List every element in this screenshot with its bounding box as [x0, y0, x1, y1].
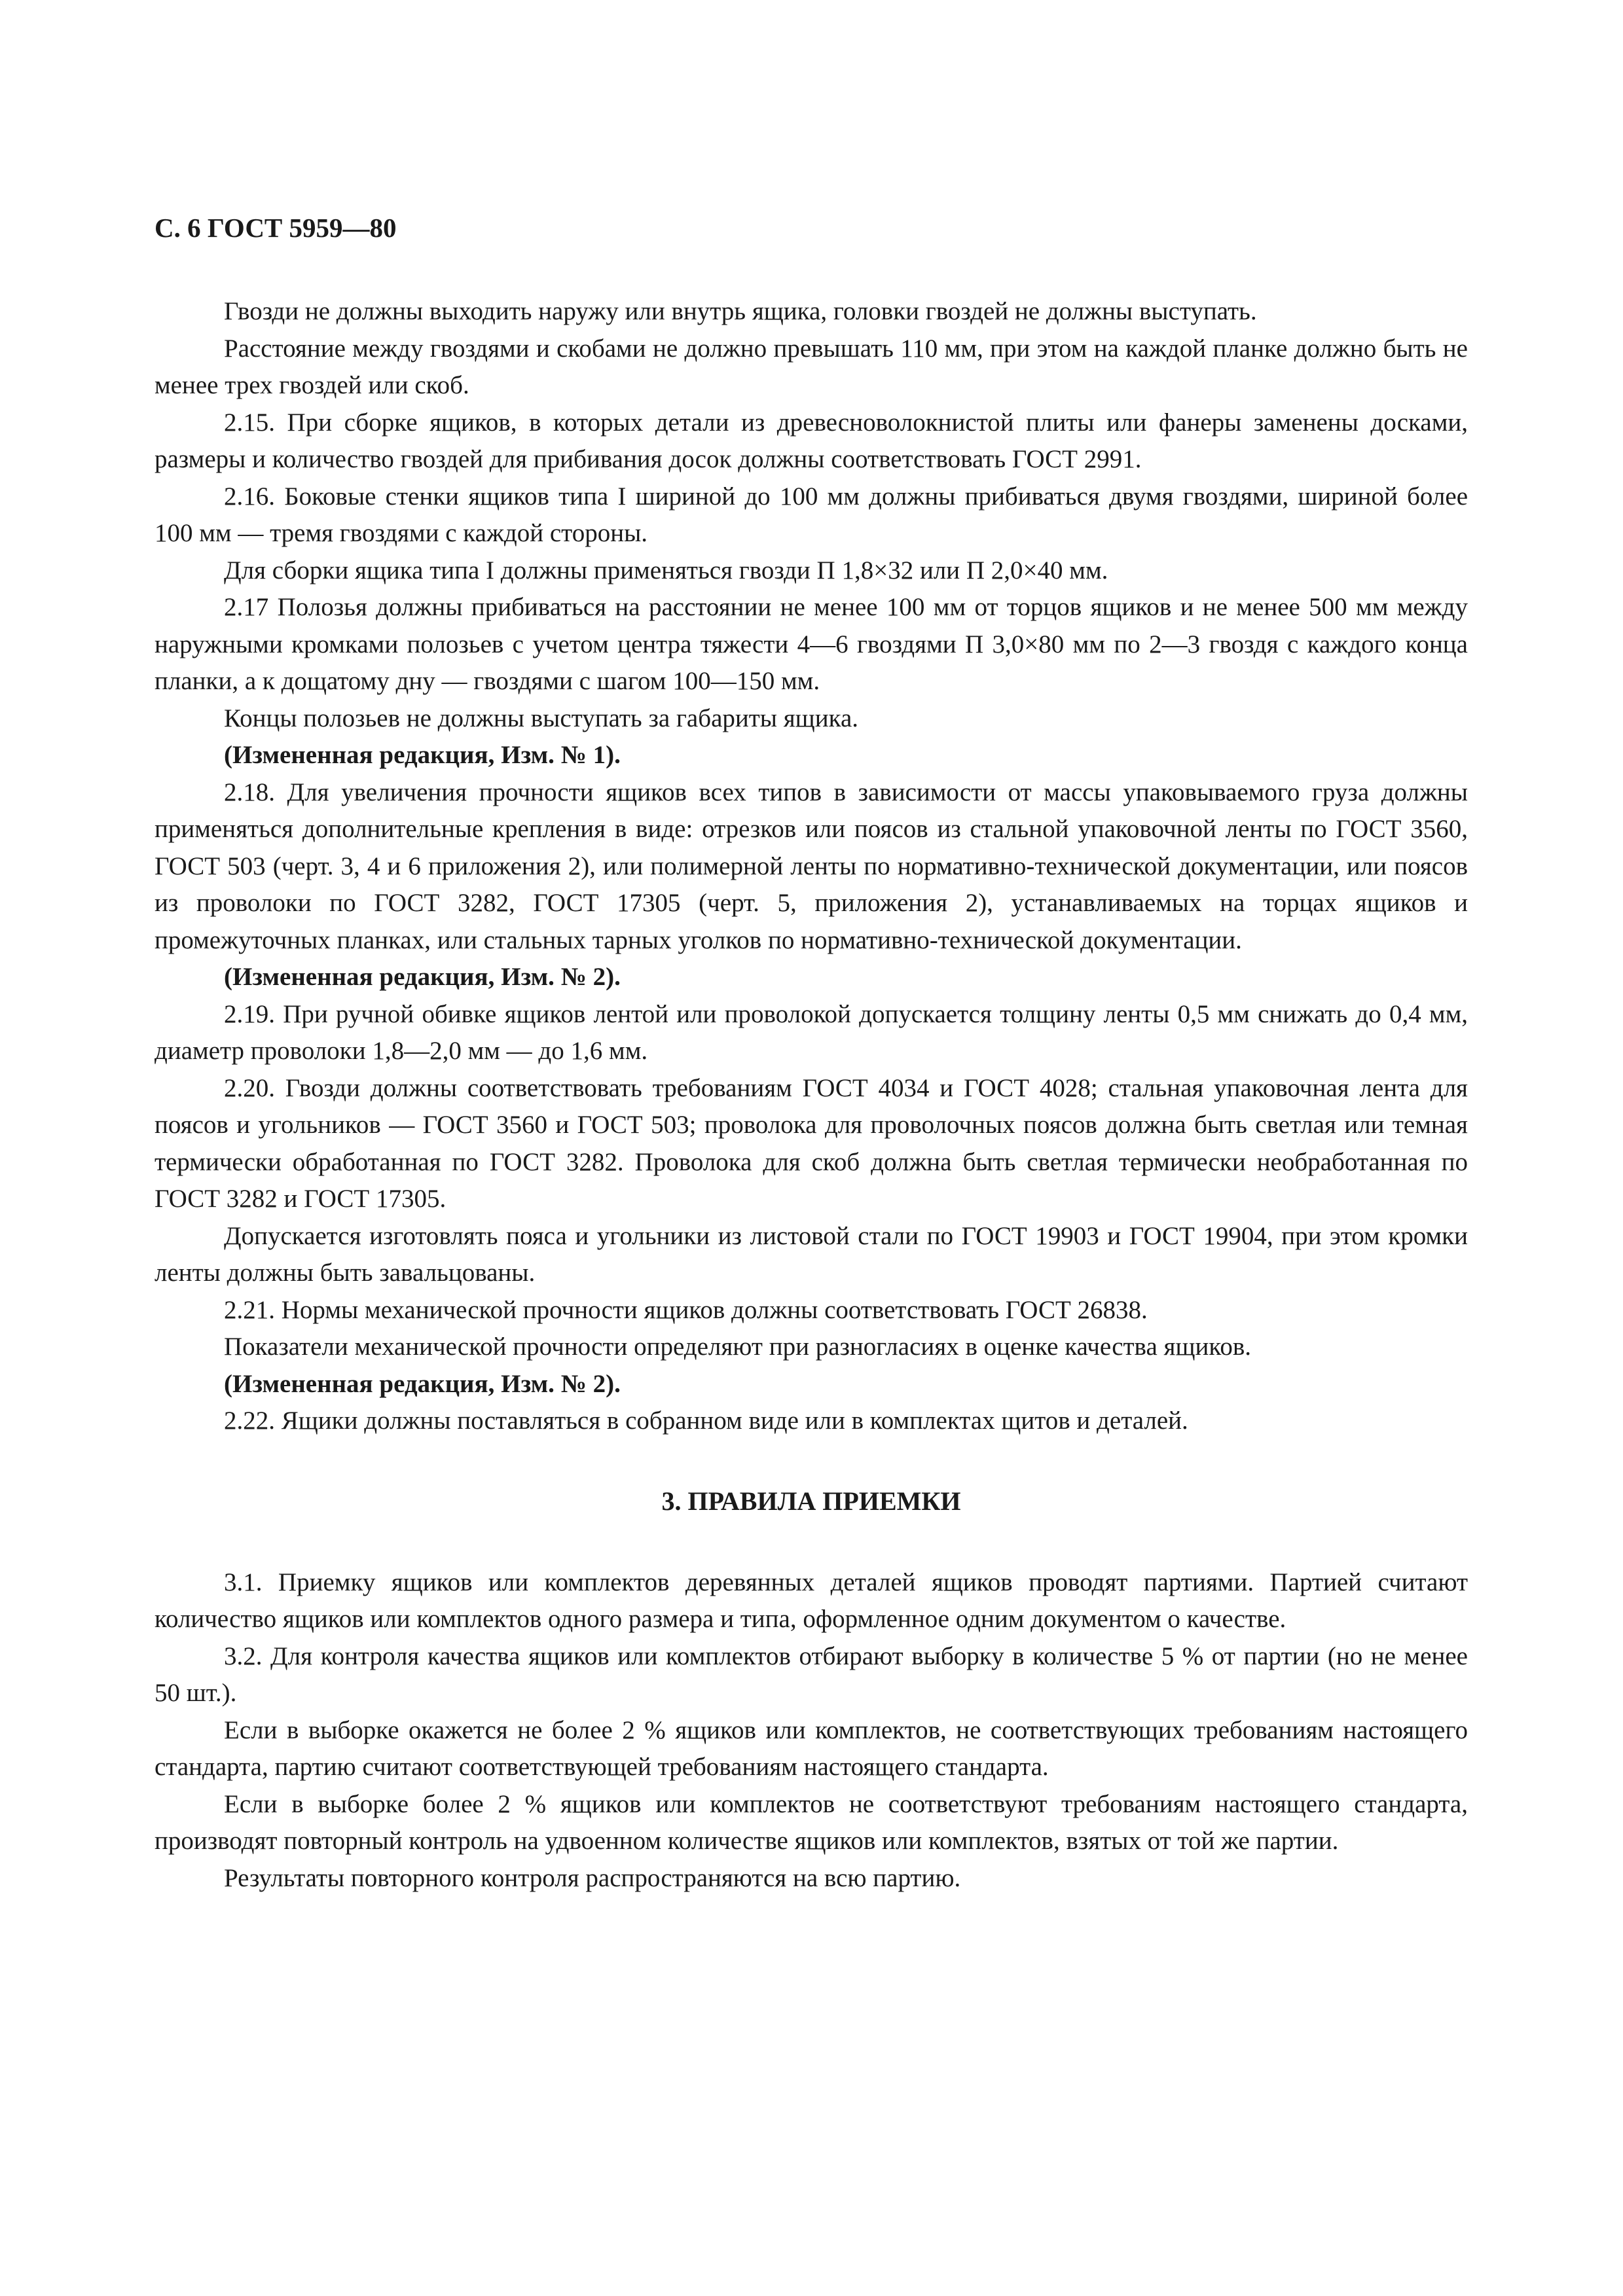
paragraph: 3.2. Для контроля качества ящиков или комплектов отбирают выборку в количестве 5 % от партии (но не менее 50 шт.).	[155, 1641, 1468, 1707]
section-3-body	[155, 1564, 1468, 1897]
paragraph: Если в выборке окажется не более 2 % ящиков или комплектов, не соответствующих требованиям настоящего стандарта, партию считают соответствующей требованиям настоящего стандарта.	[155, 1715, 1468, 1781]
paragraph: 2.17 Полозья должны прибиваться на расстоянии не менее 100 мм от торцов ящиков и не менее 500 мм между наружными кромками полозьев с учетом центра тяжести 4—6 гвоздями П 3,0×80 мм по 2—3 гвоздя с каждого конца планки, а к дощатому дну — гвоздями с шагом 100—150 мм.	[155, 593, 1468, 695]
paragraph: Концы полозьев не должны выступать за габариты ящика.	[224, 704, 859, 732]
paragraph: Результаты повторного контроля распространяются на всю партию.	[224, 1863, 961, 1892]
amendment-note: (Измененная редакция, Изм. № 2).	[224, 963, 621, 991]
paragraph: 2.22. Ящики должны поставляться в собранном виде или в комплектах щитов и деталей.	[224, 1407, 1188, 1435]
paragraph: 2.15. При сборке ящиков, в которых детали из древесноволокнистой плиты или фанеры заменены досками, размеры и количество гвоздей для прибивания досок должны соответствовать ГОСТ 2991.	[155, 408, 1468, 473]
section-2-body	[155, 293, 1468, 1440]
paragraph: 3.1. Приемку ящиков или комплектов деревянных деталей ящиков проводят партиями. Партией считают количество ящиков или комплектов одного размера и типа, оформленное одним документом о качестве.	[155, 1568, 1468, 1633]
paragraph: Для сборки ящика типа I должны применяться гвозди П 1,8×32 или П 2,0×40 мм.	[224, 556, 1108, 584]
paragraph: 2.16. Боковые стенки ящиков типа I шириной до 100 мм должны прибиваться двумя гвоздями, шириной более 100 мм — тремя гвоздями с каждой стороны.	[155, 482, 1468, 547]
page-header: С. 6 ГОСТ 5959—80	[155, 213, 397, 243]
paragraph: Допускается изготовлять пояса и угольники из листовой стали по ГОСТ 19903 и ГОСТ 19904, при этом кромки ленты должны быть завальцованы.	[155, 1221, 1468, 1287]
paragraph: Если в выборке более 2 % ящиков или комплектов не соответствуют требованиям настоящего стандарта, производят повторный контроль на удвоенном количестве ящиков или комплектов, взятых от той же партии.	[155, 1789, 1468, 1855]
section-3-title: 3. ПРАВИЛА ПРИЕМКИ	[661, 1486, 961, 1516]
paragraph: Расстояние между гвоздями и скобами не должно превышать 110 мм, при этом на каждой планке должно быть не менее трех гвоздей или скоб.	[155, 334, 1468, 399]
paragraph: 2.21. Нормы механической прочности ящиков должны соответствовать ГОСТ 26838.	[224, 1295, 1148, 1324]
amendment-note: (Измененная редакция, Изм. № 2).	[224, 1369, 621, 1398]
paragraph: 2.20. Гвозди должны соответствовать требованиям ГОСТ 4034 и ГОСТ 4028; стальная упаковочная лента для поясов и угольников — ГОСТ 3560 и ГОСТ 503; проволока для проволочных поясов должна быть светлая или темная термически обработанная по ГОСТ 3282. Проволока для скоб должна быть светлая термически необработанная по ГОСТ 3282 и ГОСТ 17305.	[155, 1073, 1468, 1213]
paragraph: Гвозди не должны выходить наружу или внутрь ящика, головки гвоздей не должны выступать.	[224, 297, 1257, 325]
amendment-note: (Измененная редакция, Изм. № 1).	[224, 741, 621, 769]
document-page	[155, 209, 1468, 1897]
paragraph: 2.19. При ручной обивке ящиков лентой или проволокой допускается толщину ленты 0,5 мм снижать до 0,4 мм, диаметр проволоки 1,8—2,0 мм — до 1,6 мм.	[155, 999, 1468, 1065]
paragraph: 2.18. Для увеличения прочности ящиков всех типов в зависимости от массы упаковываемого груза должны применяться дополнительные крепления в виде: отрезков или поясов из стальной упаковочной ленты по ГОСТ 3560, ГОСТ 503 (черт. 3, 4 и 6 приложения 2), или полимерной ленты по нормативно-технической документации, или поясов из проволоки по ГОСТ 3282, ГОСТ 17305 (черт. 5, приложения 2), устанавливаемых на торцах ящиков и промежуточных планках, или стальных тарных уголков по нормативно-технической документации.	[155, 778, 1468, 954]
paragraph: Показатели механической прочности определяют при разногласиях в оценке качества ящиков.	[224, 1333, 1251, 1361]
